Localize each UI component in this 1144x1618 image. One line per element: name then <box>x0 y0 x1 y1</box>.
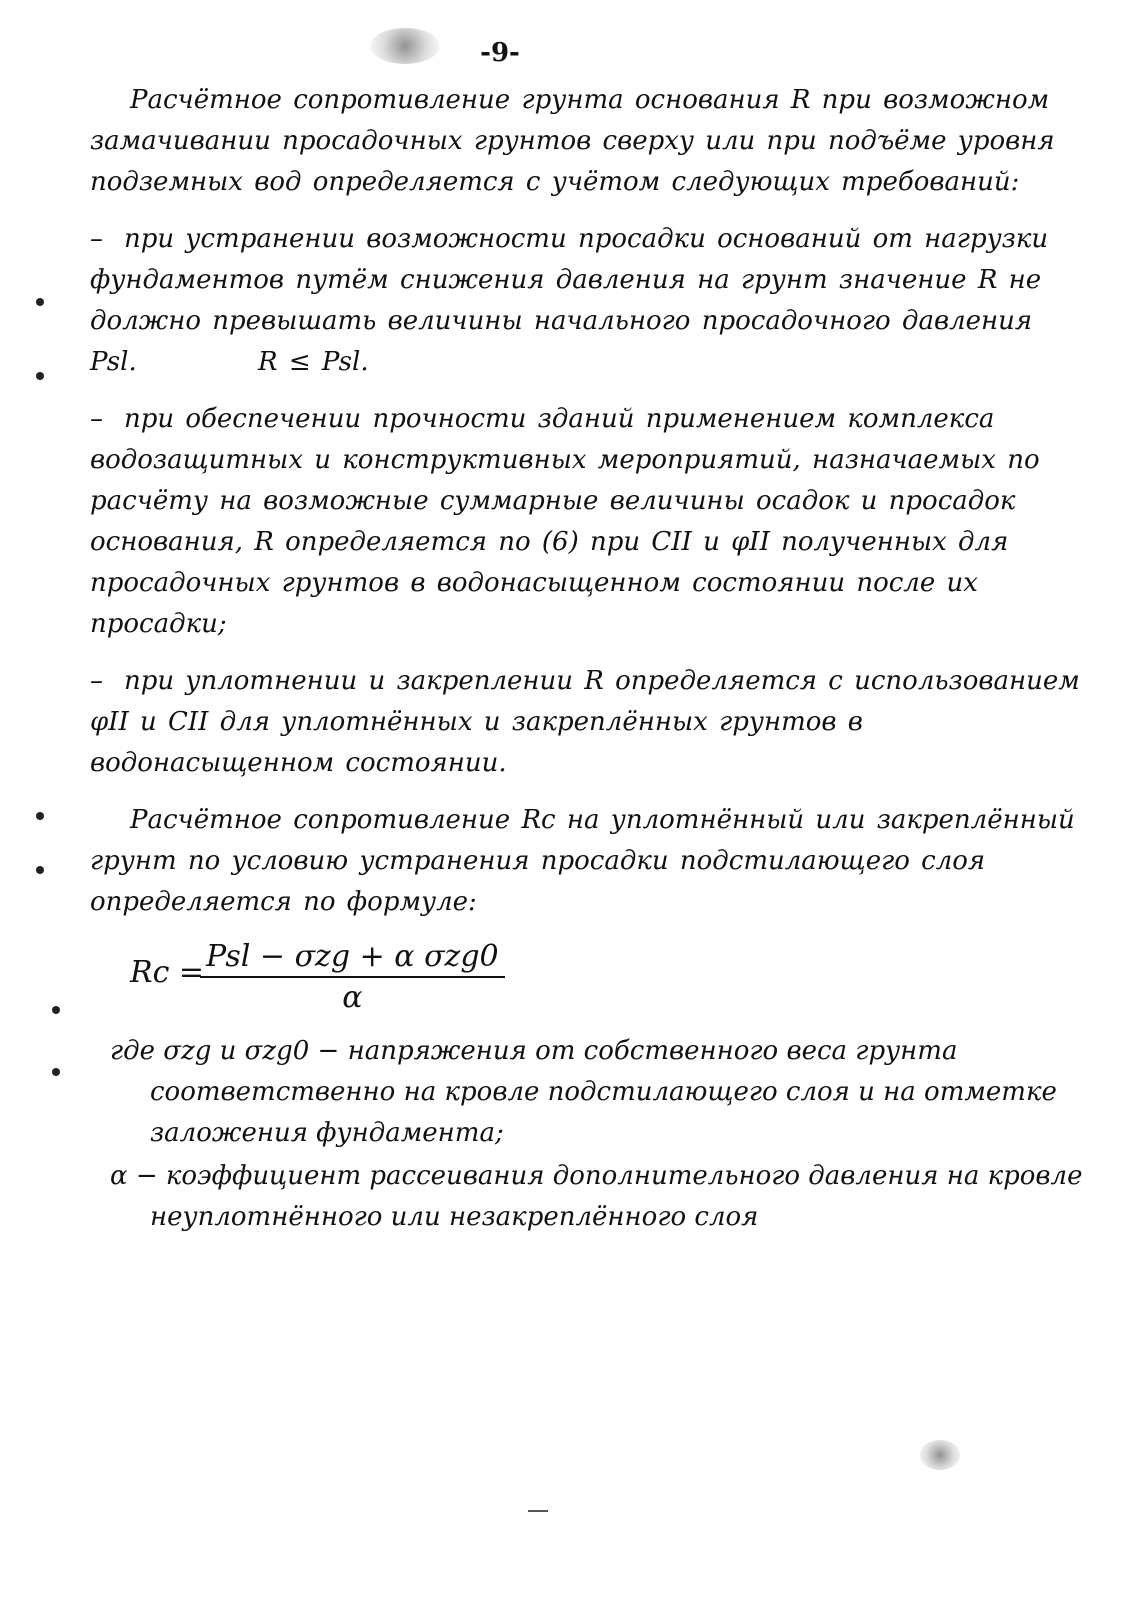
formula-lhs: Rc = <box>130 955 205 990</box>
formula-fraction <box>200 939 505 1015</box>
page-body <box>90 80 1090 1240</box>
inline-formula: R ≤ Psl. <box>257 347 369 377</box>
rc-formula <box>130 939 1090 1015</box>
intro-paragraph: Расчётное сопротивление грунта основания R при возможном замачивании просадочных грунтов сверху или при подъёме уровня подземных вод определяется с учётом следующих требований: <box>90 85 1055 197</box>
requirement-item-2 <box>90 399 1090 645</box>
margin-mark <box>36 372 44 380</box>
list-dash: – <box>90 666 103 696</box>
page-number: -9- <box>480 38 520 68</box>
requirement-item-3-text: при уплотнении и закреплении R определяется с использованием φII и CII для уплотнённых и закреплённых грунтов в водонасыщенном состоянии. <box>90 666 1080 778</box>
list-dash: – <box>90 224 103 254</box>
definitions-list <box>90 1031 1090 1238</box>
margin-mark <box>36 298 44 306</box>
definition-item: где σzg и σzg0 − напряжения от собственного веса грунта соответственно на кровле подстилающего слоя и на отметке заложения фундамента; <box>110 1036 1057 1148</box>
margin-mark <box>52 1068 60 1076</box>
requirement-item-1-text: при устранении возможности просадки оснований от нагрузки фундаментов путём снижения давления на грунт значение R не должно превышать величины начального просадочного давления Psl. <box>90 224 1049 377</box>
formula-denominator: α <box>342 980 363 1015</box>
list-dash: – <box>90 404 103 434</box>
definition-item: α − коэффициент рассеивания дополнительного давления на кровле неуплотнённого или незакреплённого слоя <box>110 1161 1083 1232</box>
requirement-item-3 <box>90 661 1090 784</box>
requirement-item-2-text: при обеспечении прочности зданий применением комплекса водозащитных и конструктивных мероприятий, назначаемых по расчёту на возможные суммарные величины осадок и просадок основания, R определяется по (6) при CII и φII полученных для просадочных грунтов в водонасыщенном состоянии после их просадки; <box>90 404 1040 639</box>
rc-paragraph: Расчётное сопротивление Rc на уплотнённый или закреплённый грунт по условию устранения просадки подстилающего слоя определяется по формуле: <box>90 805 1075 917</box>
margin-mark <box>52 1006 60 1014</box>
margin-mark <box>36 812 44 820</box>
bottom-dash-mark <box>528 1510 548 1512</box>
scan-smudge <box>920 1440 960 1470</box>
requirement-item-1 <box>90 219 1090 383</box>
formula-numerator: Psl − σzg + α σzg0 <box>200 939 505 978</box>
margin-mark <box>36 866 44 874</box>
